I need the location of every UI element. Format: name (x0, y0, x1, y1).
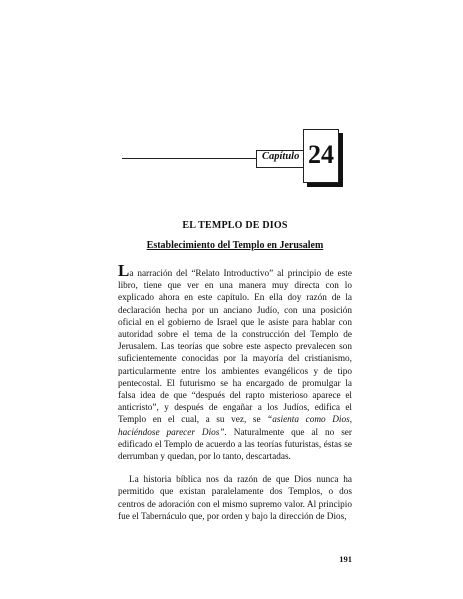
page-number: 191 (339, 554, 352, 564)
paragraph-1-quote: “asienta como Dios, haciéndose parecer Dios”. (118, 415, 353, 438)
paragraph-1 (118, 261, 353, 463)
chapter-number: 24 (308, 140, 334, 169)
chapter-label: Capítulo (262, 151, 300, 162)
drop-cap: L (118, 261, 130, 280)
section-subtitle: Establecimiento del Templo en Jerusalem (146, 240, 324, 251)
paragraph-1-text-a: a narración del “Relato Introductivo” al principio de este libro, tiene que ver en una manera muy directa con lo explicado ahora en este capítulo. En ella doy razón de la declaración hecha por un anciano Judío, con una posición oficial en el gobierno de Israel que le asiste para hablar con autoridad sobre el tema de la construcción del Templo de Jerusalem. Las teorías que sobre este aspecto prevalecen son suficientemente conocidas por la mayoría del cristianismo, particularmente entre los ambientes evangélicos y de tipo pentecostal. El futurismo se ha encargado de promulgar la falsa idea de que “después del rapto misterioso aparece el anticristo”, y después de engañar a los Judíos, edifica el Templo en el cual, a su vez, se (118, 269, 352, 426)
chapter-rule (122, 158, 256, 159)
paragraph-2: La historia bíblica nos da razón de que Dios nunca ha permitido que existan paralelamente dos Templos, o dos centros de adoración con el mismo supremo valor. Al principio fue el Tabernáculo que, por orden y bajo la dirección de Dios, (118, 475, 352, 522)
body-text (118, 261, 353, 523)
chapter-title: EL TEMPLO DE DIOS (182, 220, 288, 231)
paragraph-1-text-b: Naturalmente que al no ser edificado el Templo de acuerdo a las teorías futuristas, éstas se derrumban y quedan, por lo tanto, descartadas. (118, 427, 352, 463)
